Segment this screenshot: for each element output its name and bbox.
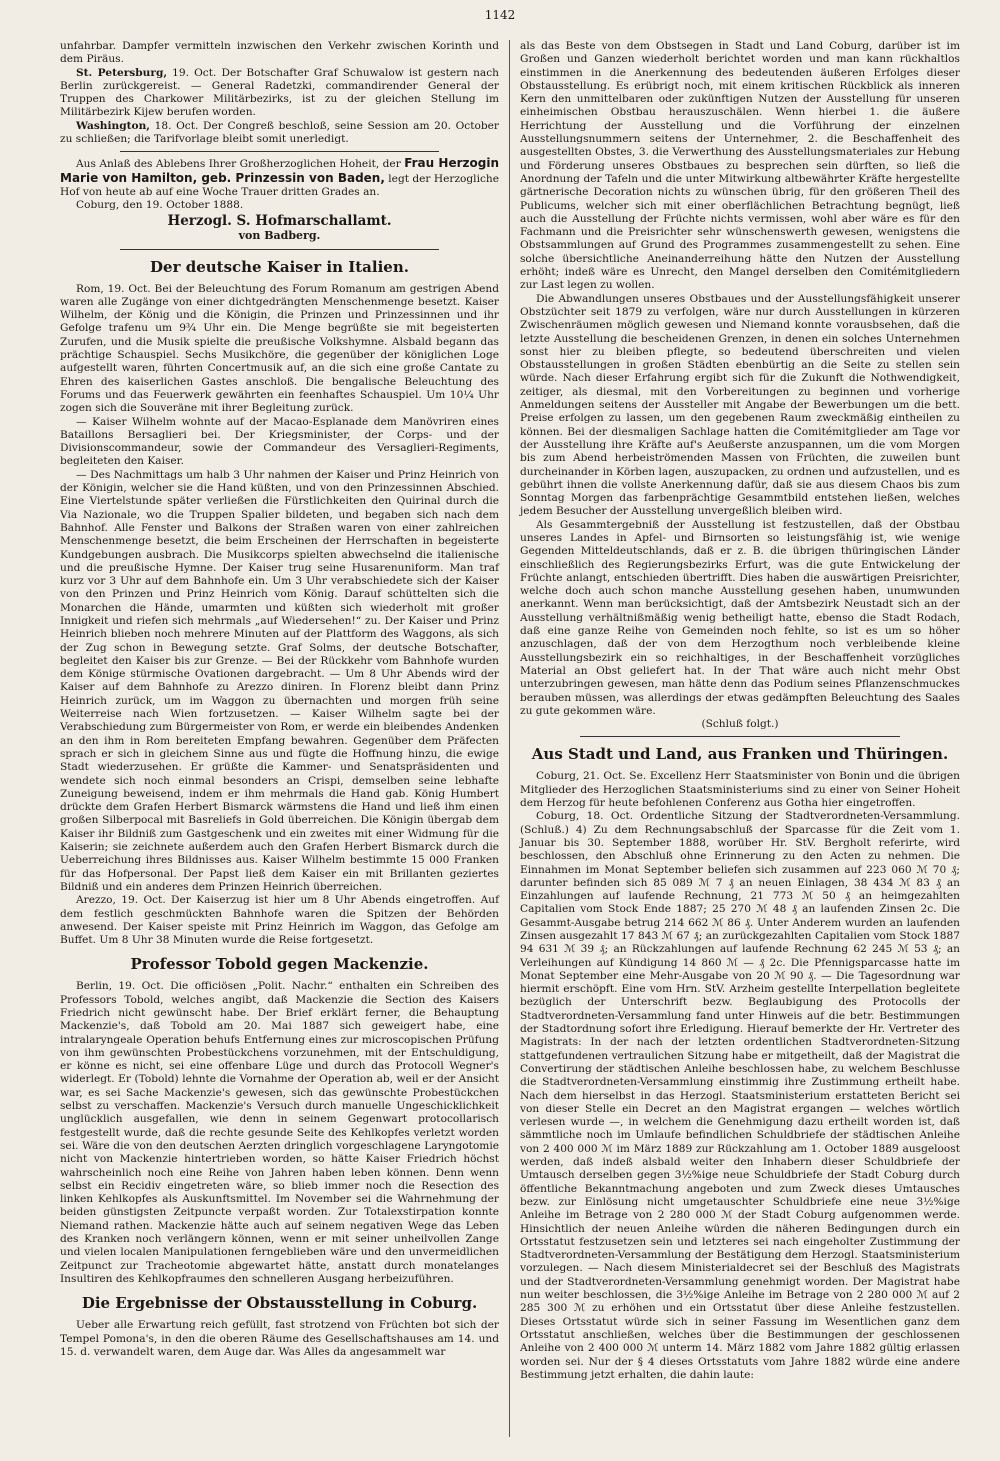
dispatch-washington: Washington, 18. Oct. Der Congreß beschloß, seine Session am 20. October zu schließen; die Tarifvorlage bleibt somit unerledigt. [60,119,499,146]
article-paragraph: — Des Nachmittags um halb 3 Uhr nahmen der Kaiser und Prinz Heinrich von der Königin, welcher sie die Hand küßten, und von den Prinzessinnen Abschied. Eine Viertelstunde später verließen die Fürstlichkeiten den Quirinal durch die Via Nazionale, wo die Truppen Spalier bildeten, und begaben sich nach dem Bahnhof. Alle Fenster und Balkons der Straßen waren von einer zahlreichen Menschenmenge besetzt, die beim Erscheinen der Herrschaften in begeisterte Kundgebungen ausbrach. Die Musikcorps spielten abwechselnd die italienische und die preußische Hymne. Der Kaiser trug seine Husarenuniform. Man traf kurz vor 3 Uhr auf dem Bahnhofe ein. Um 3 Uhr verabschiedete sich der Kaiser von den Prinzen und Prinz Heinrich vom König. Darauf schüttelten sich die Monarchen die Hände, umarmten und küßten sich wiederholt mit großer Innigkeit und riefen sich mehrmals „auf Wiedersehen!“ zu. Der Kaiser und Prinz Heinrich blieben noch mehrere Minuten auf der Plattform des Waggons, als sich der Zug schon in Bewegung setzte. Graf Solms, der deutsche Botschafter, begleitet den Kaiser bis zur Grenze. — Bei der Rückkehr vom Bahnhofe wurden dem Könige stürmische Ovationen dargebracht. — Um 8 Uhr Abends wird der Kaiser auf dem Bahnhofe zu Arezzo diniren. In Florenz bleibt dann Prinz Heinrich zurück, um im Waggon zu übernachten und morgen früh seine Weiterreise nach Wien fortzusetzen. — Kaiser Wilhelm sagte bei der Verabschiedung zum Bürgermeister von Rom, er werde ein bleibendes Andenken an den ihm in Rom bereiteten Empfang bewahren. Gegenüber dem Präfecten sprach er sich in gleichem Sinne aus und fügte die Hoffnung hinzu, die ewige Stadt wiederzusehen. Er grüßte die Kammer- und Senatspräsidenten und wendete sich noch einmal besonders an Crispi, demselben seine lebhafte Zuneigung beweisend, indem er ihm mehrmals die Hand gab. König Humbert drückte dem Grafen Herbert Bismarck wärmstens die Hand und ließ ihm einen großen Silberpocal mit Basreliefs in Gold überreichen. Die Königin übergab dem Kaiser ihr Bildniß zum Gastgeschenk und ein zweites mit einer Widmung für die Kaiserin; sie zeichnete außerdem auch den Grafen Herbert Bismarck durch die Ueberreichung ihres Bildnisses aus. Kaiser Wilhelm bestimmte 15 000 Franken für das Hofpersonal. Der Papst ließ dem Kaiser ein mit Brillanten geziertes Bildniß und ein anderes dem Prinzen Heinrich überreichen. [60,468,499,893]
divider [120,151,439,152]
article-paragraph: Als Gesammtergebniß der Ausstellung ist festzustellen, daß der Obstbau unseres Landes in Apfel- und Birnsorten so leistungsfähig ist, wie wenige Gegenden Mitteldeutschlands, daß er z. B. die übrigen thüringischen Länder einschließlich des Regierungsbezirks Erfurt, was die gute Entwickelung der Früchte anlangt, entschieden übertrifft. Dies haben die auswärtigen Preisrichter, welche doch auch schon manche Ausstellung gesehen haben, unumwunden anerkannt. Wenn man berücksichtigt, daß der Amtsbezirk Neustadt sich an der Ausstellung verhältnißmäßig wenig betheiligt hatte, ebenso die Stadt Rodach, daß eine ganze Reihe von Gemeinden noch fehlte, so ist es um so höher anzuschlagen, daß der von dem Herzogthum noch verbleibende kleine Ausstellungsbezirk ein so reichhaltiges, in der Beschaffenheit vorzügliches Material an Obst geliefert hat. In der That wäre auch nicht mehr Obst unterzubringen gewesen, man hätte denn das Podium seines Pflanzenschmuckes berauben müssen, was allerdings der etwas gedämpften Beleuchtung des Saales zu gute gekommen wäre. [520,518,960,717]
article-paragraph: Ueber alle Erwartung reich gefüllt, fast strotzend von Früchten bot sich der Tempel Pomona's, in den die oberen Räume des Gesellschaftshauses am 14. und 15. d. verwandelt waren, dem Auge dar. Was Alles da angesammelt war [60,1319,499,1358]
columns [60,40,960,1437]
announcement-signature: Herzogl. S. Hofmarschallamt. [167,212,392,229]
article-paragraph: Berlin, 19. Oct. Die officiösen „Polit. Nachr.“ enthalten ein Schreiben des Professors Tobold, welches angibt, daß Mackenzie die Section des Kaisers Friedrich nicht gewünscht habe. Der Brief erklärt ferner, die Behauptung Mackenzie's, daß Tobold am 20. Mai 1887 sich geweigert habe, eine intralaryngeale Operation behufs Entfernung eines zur microscopischen Prüfung von ihm gewünschten Probestückchens vorzunehmen, mit der Entschuldigung, er könne es nicht, sei eine offenbare Lüge und durch das Protocoll Wegner's widerlegt. Er (Tobold) lehnte die Vornahme der Operation ab, weil er der Ansicht war, es sei Sache Mackenzie's gewesen, sich das gewünschte Probestückchen selbst zu verschaffen. Mackenzie's Versuch durch manuelle Ungeschicklichkeit unglücklich ausgefallen, wie denn in seinem Gegenwart protocollarisch festgestellt wurde, daß die rechte gesunde Seite des Kehlkopfes verletzt worden sei. Wäre die von den deutschen Aerzten dringlich vorgeschlagene Laryngotomie nicht von Mackenzie hintertrieben worden, so hätte Kaiser Friedrich höchst wahrscheinlich noch eine Reihe von Jahren haben leben können. Denn wenn selbst ein Recidiv eingetreten wäre, so blieb immer noch die Resection des linken Kehlkopfes als Auskunftsmittel. Im November sei die Wahrnehmung der beiden günstigsten Zeitpuncte verpaßt worden. Zur Totalexstirpation konnte Niemand rathen. Mackenzie hätte auch auf seinem negativen Wege das Leben des Kranken noch verlängern können, wenn er mit seiner unheilvollen Zange und vielen localen Manipulationen ferngeblieben wäre und den unvermeidlichen Zeitpunct zur Tracheotomie abgewartet hätte, anstatt durch monatelanges Insultiren des Kehlkopfraumes den schnelleren Ausgang herbeizuführen. [60,980,499,1285]
to-be-continued: (Schluß folgt.) [701,718,779,731]
article-paragraph: als das Beste von dem Obstsegen in Stadt und Land Coburg, darüber ist im Großen und Ganzen wiederholt berichtet worden und man kann rückhaltlos einstimmen in die Anerkennung des bedeutenden äußeren Erfolges dieser Obstausstellung. Es erübrigt noch, mit einem kritischen Rückblick als inneren Kern den unmittelbaren oder zukünftigen Nutzen der Ausstellung für unseren einheimischen Obstbau herauszuschälen. Wenn hierbei 1. die äußere Herrichtung der Ausstellung und die Vorführung der einzelnen Ausstellungsnummern seitens der Unternehmer, 2. die Beschaffenheit des ausgestellten Obstes, 3. die Verwerthung des Ausstellungsmateriales zur Hebung und Förderung unseres Obstbaues zu besprechen sein dürften, so ließ die Anordnung der Tafeln und die unter Mitwirkung altbewährter Kräfte hergestellte gärtnerische Decoration nichts zu wünschen übrig, für den größeren Theil des Publicums, welcher sich mit einer oberflächlichen Betrachtung begnügt, ließ auch die Ausstellung der Früchte nichts vermissen, wohl aber wäre es für den Fachmann und die Preisrichter sehr wünschenswerth gewesen, wenigstens die Obstsammlungen auf Grund des Programmes zusammengestellt zu sehen. Eine solche übersichtliche Aneinanderreihung hätte den Nutzen der Ausstellung erhöht; indeß wäre es Unrecht, den Mangel derselben den Comitémitgliedern zur Last legen zu wollen. [520,40,960,292]
dateline-place: St. Petersburg, [76,66,168,79]
section-heading: Die Ergebnisse der Obstausstellung in Coburg. [81,1294,478,1313]
article-paragraph: Arezzo, 19. Oct. Der Kaiserzug ist hier um 8 Uhr Abends eingetroffen. Auf dem festlich geschmückten Bahnhofe waren die Spitzen der Behörden anwesend. Der Kaiser speiste mit Prinz Heinrich im Waggon, das Gefolge am Buffet. Um 8 Uhr 38 Minuten wurde die Reise fortgesetzt. [60,894,499,947]
announcement-signature-name: von Badberg. [238,228,321,242]
article-paragraph: Die Abwandlungen unseres Obstbaues und der Ausstellungsfähigkeit unserer Obstzüchter seit 1879 zu verfolgen, wäre nur durch Ausstellungen in kürzeren Zwischenräumen möglich gewesen und Niemand konnte vorausbsehen, daß die letzte Ausstellung die bescheidenen Grenzen, in denen ein solches Unternehmen sonst hier zu bleiben pflegte, so bedeutend überschreiten und vielen Obstausstellungen in großen Städten ebenbürtig an die Seite zu stellen sein würde. Nach dieser Erfahrung ergibt sich für die Zukunft die Nothwendigkeit, zeitiger, als diesmal, mit den Vorbereitungen zu beginnen und vorherige Anmeldungen seitens der Aussteller mit Angabe der Bewerbungen um die bett. Preise erfolgen zu lassen, um den gegebenen Raum zweckmäßig eintheilen zu können. Bei der diesmaligen Sachlage hatten die Comitémitglieder am Tage vor der Ausstellung ihre Kräfte auf's Aeußerste anzuspannen, um die vom Morgen bis zum Abend herbeiströmenden Massen von Früchten, die zuweilen bunt durcheinander in Körben lagen, auszupacken, zu ordnen und aufzustellen, und es gebührt ihnen die vollste Anerkennung dafür, daß sie aus diesem Chaos bis zum Sonntag Morgen das farbenprächtige Gesammtbild entstehen ließen, welches jedem Besucher der Ausstellung unvergeßlich bleiben wird. [520,292,960,518]
section-heading: Der deutsche Kaiser in Italien. [150,257,409,276]
news-item: Coburg, 21. Oct. Se. Excellenz Herr Staatsminister von Bonin und die übrigen Mitglieder des Herzoglichen Staatsministeriums sind zu einer von Seiner Hoheit dem Herzog für heute befohlenen Conferenz aus Gotha hier eingetroffen. [520,770,960,810]
right-column [510,40,960,1437]
divider [580,736,900,737]
article-paragraph: — Kaiser Wilhelm wohnte auf der Macao-Esplanade dem Manövriren eines Bataillons Bersaglieri bei. Der Kriegsminister, der Corps- und der Divisionscommandeur, sowie der Commandeur des Versaglieri-Regiments, begleiteten den Kaiser. [60,415,499,468]
article-paragraph: Rom, 19. Oct. Bei der Beleuchtung des Forum Romanum am gestrigen Abend waren alle Zugänge von einer dichtgedrängten Menschenmenge besetzt. Kaiser Wilhelm, der König und die Königin, die Prinzen und Prinzessinnen und ihr Gefolge trafenu um 9¾ Uhr ein. Die Menge begrüßte sie mit begeisterten Zurufen, und die Musik spielte die preußische Volkshymne. Alsbald begann das prächtige Schauspiel. Sechs Musikchöre, die gegenüber der königlichen Loge aufgestellt waren, führten Concertmusik auf, an die sich eine große Cantate zu Ehren des kaiserlichen Gastes anschloß. Die bengalische Beleuchtung des Forums und das Feuerwerk gewährten ein feenhaftes Schauspiel. Um 10¼ Uhr zogen sich die Souveräne mit ihrer Begleitung zurück. [60,282,499,415]
article-paragraph: unfahrbar. Dampfer vermitteln inzwischen den Verkehr zwischen Korinth und dem Piräus. [60,40,499,66]
dateline-place: Washington, [76,119,150,132]
section-heading: Professor Tobold gegen Mackenzie. [130,955,429,974]
page-number: 1142 [484,8,516,22]
mourning-announcement: Aus Anlaß des Ablebens Ihrer Großherzoglichen Hoheit, der Frau Herzogin Marie von Hamilton, geb. Prinzessin von Baden, legt der Herzogliche Hof von heute ab auf eine Woche Trauer dritten Grades an. [60,156,499,198]
news-item: Coburg, 18. Oct. Ordentliche Sitzung der Stadtverordneten-Versammlung. (Schluß.) 4) Zu dem Rechnungsabschluß der Sparcasse für die Zeit vom 1. Januar bis 30. September 1888, worüber Hr. StV. Bergholt referirte, wird beschlossen, den Abschluß ohne Erinnerung zu den Acten zu nehmen. Die Einnahmen im Monat September beliefen sich zusammen auf 223 060 ℳ 70 ₰; darunter befinden sich 85 089 ℳ 7 ₰ an neuen Einlagen, 38 434 ℳ 83 ₰ an Einzahlungen auf laufende Rechnung, 21 773 ℳ 50 ₰ an heimgezahlten Capitalien vom Stock Ende 1887; 25 270 ℳ 48 ₰ an laufenden Zinsen 2c. Die Gesammt-Ausgabe betrug 214 662 ℳ 86 ₰. Unter Anderem wurden an laufenden Zinsen ausgezahlt 17 843 ℳ 67 ₰; an zurückgezahlten Capitalien vom Stock 1887 94 631 ℳ 39 ₰; an Rückzahlungen auf laufende Rechnung 62 245 ℳ 53 ₰; an Verleihungen auf Kündigung 14 860 ℳ — ₰ 2c. Die Pfennigsparcasse hatte im Monat September eine Mehr-Ausgabe von 20 ℳ 90 ₰. — Die Tagesordnung war hiermit erschöpft. Eine vom Hrn. StV. Arzheim gestellte Interpellation begleitete bezüglich der Unterschrift bezw. Beglaubigung des Protocolls der Stadtverordneten-Versammlung fand unter Hinweis auf die betr. Bestimmungen der Stadtordnung sofort ihre Erledigung. Hierauf bemerkte der Hr. Vertreter des Magistrats: In der nach der letzten ordentlichen Stadtverordneten-Sitzung stattgefundenen vertraulichen Sitzung habe er mitgetheilt, daß der Magistrat die Convertirung der städtischen Anleihe beschlossen habe, zu welchem Beschlusse die Stadtverordneten-Versammlung einstimmig ihre Zustimmung ertheilt habe. Nach dem hierselbst in das Herzogl. Staatsministerium erstatteten Bericht sei von dieser Stelle ein Decret an den Magistrat ergangen — welches wörtlich verlesen wurde —, in welchem die Genehmigung dazu ertheilt worden ist, daß sämmtliche noch im Umlaufe befindlichen Schuldbriefe der städtischen Anleihe von 2 400 000 ℳ im März 1889 zur Rückzahlung am 1. October 1889 ausgeloost werden, daß indeß alsbald weiter den Inhabern dieser Schuldbriefe der Umtausch derselben gegen 3½%ige neue Schuldbriefe der Stadt Coburg durch öffentliche Bekanntmachung angeboten und zum Zweck dieses Umtausches bezw. zur Einlösung nicht umgetauschter Schuldbriefe eine neue 3½%ige Anleihe im Betrage von 2 280 000 ℳ der Stadt Coburg aufgenommen werde. Hinsichtlich der neuen Anleihe würden die näheren Bedingungen durch ein Ortsstatut festzusetzen sein und letzteres sei nach eingeholter Zustimmung der Stadtverordneten-Versammlung der Bestätigung dem Herzogl. Staatsministerium vorzulegen. — Nach diesem Ministerialdecret sei der Beschluß des Magistrats und der Stadtverordneten-Versammlung genehmigt worden. Der Magistrat habe nun weiter beschlossen, die 3½%ige Anleihe im Betrage von 2 280 000 ℳ auf 2 285 300 ℳ zu erhöhen und ein Ortsstatut über diese Anleihe festzustellen. Dieses Ortsstatut würde sich in seiner Fassung im Wesentlichen ganz dem Ortsstatut anschließen, welches über die Bestimmungen der geschlossenen Anleihe von 2 400 000 ℳ unterm 14. März 1882 vom Jahre 1882 gültig erlassen worden sei. Nur der § 4 dieses Ortsstatuts vom Jahre 1882 würde eine andere Bestimmung jetzt erhalten, die dahin laute: [520,810,960,1381]
divider [120,249,439,250]
left-column [60,40,510,1437]
dispatch-petersburg: St. Petersburg, 19. Oct. Der Botschafter Graf Schuwalow ist gestern nach Berlin zurückgereist. — General Radetzki, commandirender General der Truppen des Charkower Militärbezirks, ist zu der gleichen Stellung im Militärbezirk Kijew berufen worden. [60,66,499,119]
section-heading: Aus Stadt und Land, aus Franken und Thüringen. [531,745,949,764]
announcement-name: Frau Herzogin Marie von Hamilton, geb. Prinzessin von Baden, [60,156,499,185]
announcement-date: Coburg, den 19. October 1888. [76,199,244,212]
